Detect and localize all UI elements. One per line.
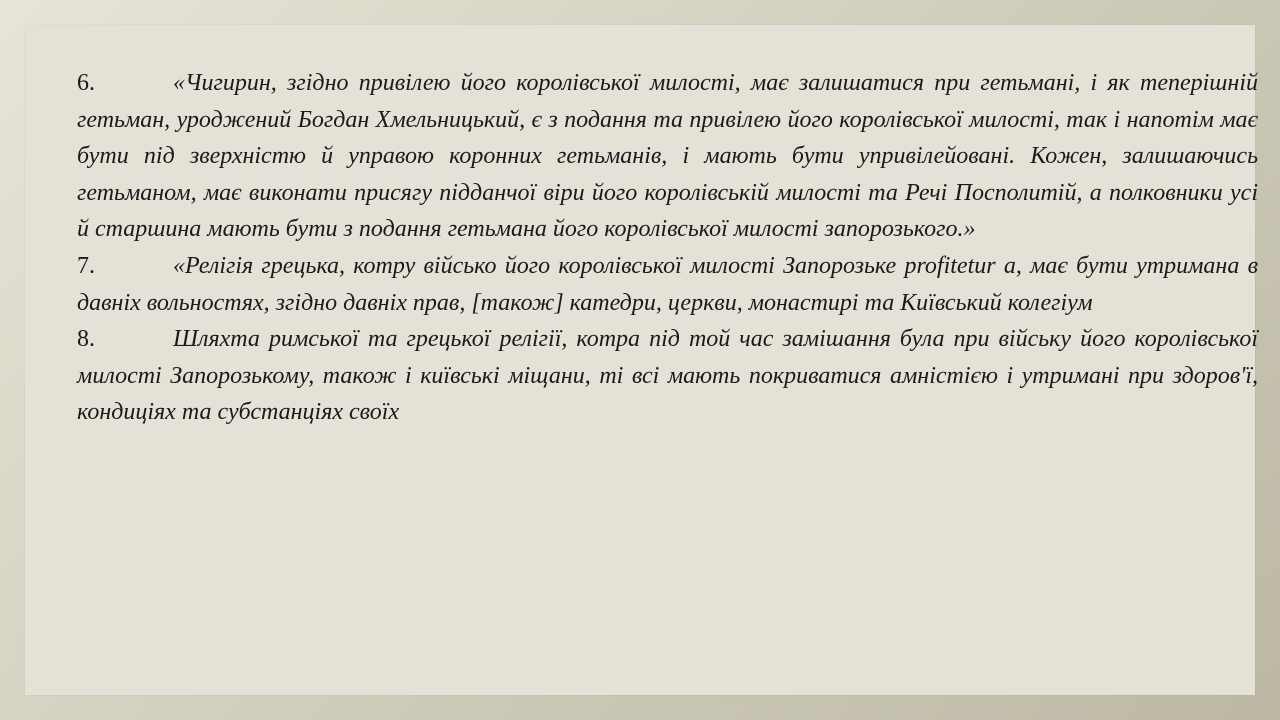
paragraph-text: Шляхта римської та грецької релігії, котра під той час замішання була при війську його королівської милості Запорозькому, також і київські міщани, ті всі мають покриватися амністією і утримані при здоров'ї, кондиціях та субстанціях своїх — [77, 326, 1258, 426]
paragraph-7 — [77, 248, 1258, 321]
slide-panel — [25, 25, 1258, 695]
paragraph-8 — [77, 321, 1258, 431]
paragraph-6 — [77, 65, 1258, 248]
paragraph-text: «Релігія грецька, котру військо його королівської милості Запорозьке profitetur а, має бути утримана в давніх вольностях, згідно давніх прав, [також] катедри, церкви, монастирі та Київський колегіум — [77, 252, 1258, 316]
paragraph-number: 7. — [77, 252, 95, 279]
paragraph-text: «Чигирин, згідно привілею його королівської милості, має залишатися при гетьмані, і як теперішній гетьман, уроджений Богдан Хмельницький, є з подання та привілею його королівської милості, так і напотім має бути під зверхністю й управою коронних гетьманів, і мають бути упривілейовані. Кожен, залишаючись гетьманом, має виконати присягу підданчої віри його королівській милості та Речі Посполитій, а полковники усі й старшина мають бути з подання гетьмана його королівської милості запорозького.» — [77, 70, 1258, 243]
paragraph-number: 6. — [77, 70, 95, 96]
paragraph-number: 8. — [77, 326, 95, 353]
slide-text-body — [77, 65, 1258, 431]
